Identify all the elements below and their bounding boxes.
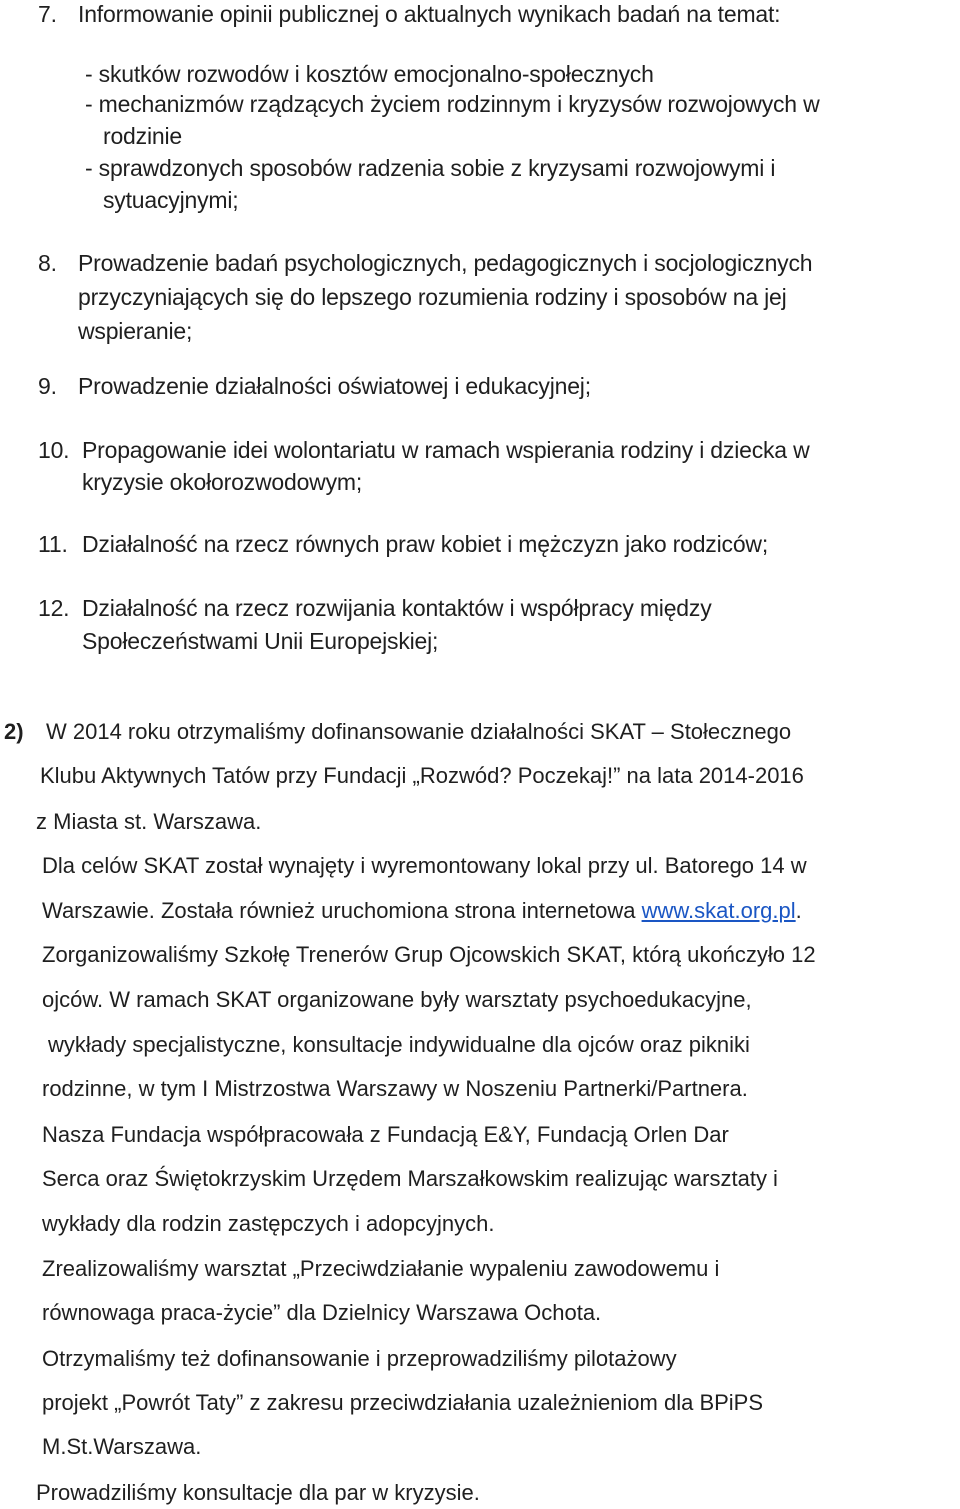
section-label: 2): [4, 719, 24, 744]
paragraph-line: wykłady specjalistyczne, konsultacje indywidualne dla ojców oraz pikniki: [48, 1032, 750, 1057]
website-suffix: .: [795, 898, 802, 923]
list-item-continuation: wspieranie;: [78, 318, 193, 344]
sub-item-continuation: rodzinie: [103, 123, 182, 149]
paragraph-line: z Miasta st. Warszawa.: [36, 809, 262, 834]
list-item-text: Działalność na rzecz równych praw kobiet i mężczyzn jako rodziców;: [82, 531, 769, 557]
list-number: 9.: [38, 373, 57, 399]
paragraph-line: Serca oraz Świętokrzyskim Urzędem Marszałkowskim realizując warsztaty i: [42, 1166, 778, 1191]
list-number: 8.: [38, 250, 57, 276]
paragraph-line: Klubu Aktywnych Tatów przy Fundacji „Rozwód? Poczekaj!” na lata 2014-2016: [40, 763, 804, 788]
paragraph-line: Nasza Fundacja współpracowała z Fundacją E&Y, Fundacją Orlen Dar: [42, 1122, 729, 1147]
list-item-8: [38, 252, 812, 275]
list-item-text: Informowanie opinii publicznej o aktualnych wynikach badań na temat:: [78, 1, 781, 27]
paragraph-line: równowaga praca-życie” dla Dzielnicy Warszawa Ochota.: [42, 1300, 602, 1325]
list-item-text: Propagowanie idei wolontariatu w ramach wspierania rodziny i dziecka w: [82, 437, 810, 463]
list-item-text: Prowadzenie badań psychologicznych, pedagogicznych i socjologicznych: [78, 250, 813, 276]
paragraph-line: rodzinne, w tym I Mistrzostwa Warszawy w Noszeniu Partnerki/Partnera.: [42, 1076, 748, 1101]
list-item-text: Prowadzenie działalności oświatowej i edukacyjnej;: [78, 373, 591, 399]
list-number: 12.: [38, 595, 70, 621]
paragraph-line: wykłady dla rodzin zastępczych i adopcyjnych.: [42, 1211, 495, 1236]
section-2: [4, 721, 791, 743]
list-number: 11.: [38, 531, 68, 557]
paragraph-line: projekt „Powrót Taty” z zakresu przeciwdziałania uzależnieniom dla BPiPS: [42, 1390, 764, 1415]
sub-item: - sprawdzonych sposobów radzenia sobie z kryzysami rozwojowymi i: [85, 155, 776, 181]
website-prefix: Warszawie. Została również uruchomiona strona internetowa: [42, 898, 642, 923]
list-number: 7.: [38, 1, 57, 27]
paragraph-line: W 2014 roku otrzymaliśmy dofinansowanie działalności SKAT – Stołecznego: [46, 719, 792, 744]
sub-item: - skutków rozwodów i kosztów emocjonalno-społecznych: [85, 61, 654, 87]
paragraph-line: Otrzymaliśmy też dofinansowanie i przeprowadziliśmy pilotażowy: [42, 1346, 677, 1371]
paragraph-line: Prowadziliśmy konsultacje dla par w kryzysie.: [36, 1480, 480, 1505]
list-number: 10.: [38, 437, 70, 463]
paragraph-line: Zrealizowaliśmy warsztat „Przeciwdziałanie wypaleniu zawodowemu i: [42, 1256, 720, 1281]
list-item-10: [38, 439, 809, 462]
list-item-11: [38, 533, 768, 556]
website-line: [42, 900, 802, 922]
list-item-continuation: kryzysie okołorozwodowym;: [82, 469, 363, 495]
paragraph-line: Dla celów SKAT został wynajęty i wyremontowany lokal przy ul. Batorego 14 w: [42, 853, 807, 878]
sub-item: - mechanizmów rządzących życiem rodzinnym i kryzysów rozwojowych w: [85, 91, 820, 117]
list-item-7: [38, 3, 780, 26]
paragraph-line: Zorganizowaliśmy Szkołę Trenerów Grup Ojcowskich SKAT, którą ukończyło 12: [42, 942, 816, 967]
paragraph-line: ojców. W ramach SKAT organizowane były warsztaty psychoedukacyjne,: [42, 987, 752, 1012]
sub-item-continuation: sytuacyjnymi;: [103, 187, 239, 213]
list-item-text: Działalność na rzecz rozwijania kontaktów i współpracy między: [82, 595, 712, 621]
paragraph-line: M.St.Warszawa.: [42, 1434, 202, 1459]
list-item-continuation: Społeczeństwami Unii Europejskiej;: [82, 628, 439, 654]
list-item-9: [38, 375, 591, 398]
list-item-continuation: przyczyniających się do lepszego rozumienia rodziny i sposobów na jej: [78, 284, 787, 310]
list-item-12: [38, 597, 712, 620]
website-link[interactable]: www.skat.org.pl: [641, 898, 796, 923]
